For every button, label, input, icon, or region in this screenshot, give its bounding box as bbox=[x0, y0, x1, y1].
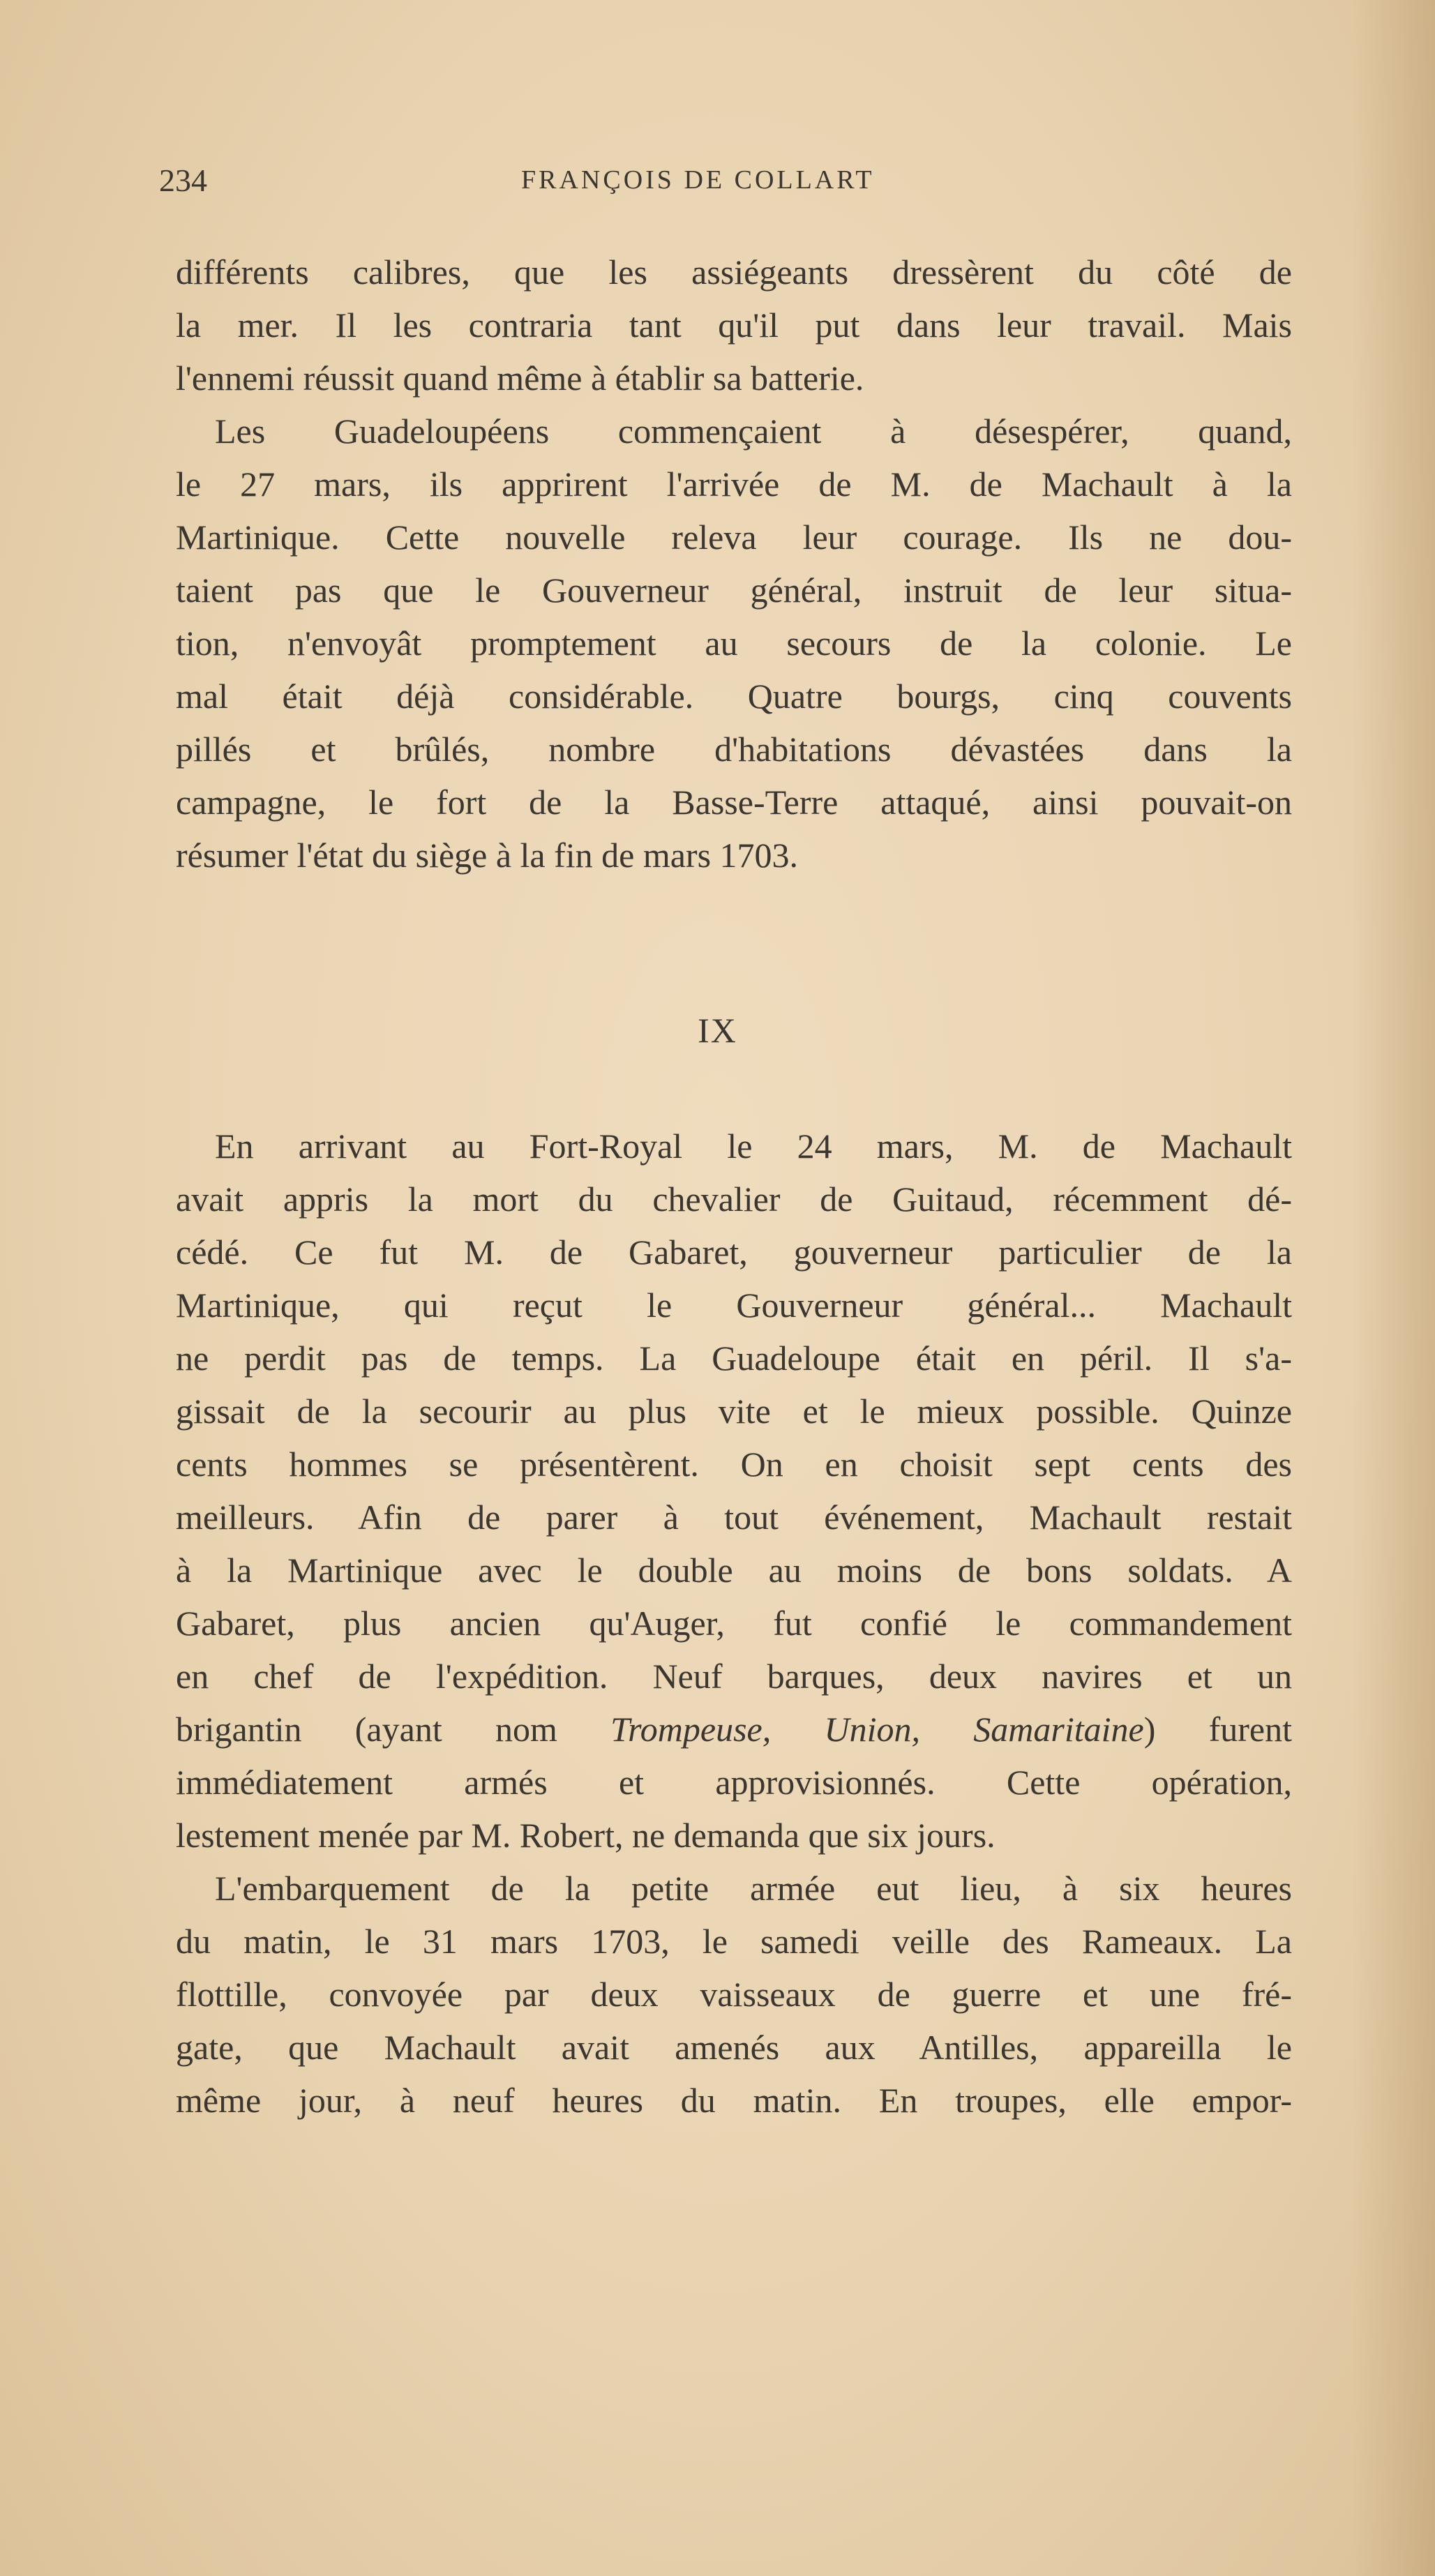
text-line: ne perdit pas de temps. La Guadeloupe était en péril. Il s'a- bbox=[176, 1339, 1292, 1378]
text-line: gate, que Machault avait amenés aux Antilles, appareilla le bbox=[176, 2028, 1292, 2067]
text-line: du matin, le 31 mars 1703, le samedi veille des Rameaux. La bbox=[176, 1922, 1292, 1961]
text-fragment: brigantin (ayant nom bbox=[176, 1710, 611, 1749]
text-line: même jour, à neuf heures du matin. En troupes, elle empor- bbox=[176, 2081, 1292, 2120]
text-line: meilleurs. Afin de parer à tout événement, Machault restait bbox=[176, 1498, 1292, 1537]
text-line: cents hommes se présentèrent. On en choisit sept cents des bbox=[176, 1445, 1292, 1484]
text-line: flottille, convoyée par deux vaisseaux de guerre et une fré- bbox=[176, 1975, 1292, 2014]
text-line: résumer l'état du siège à la fin de mars 1703. bbox=[176, 836, 799, 875]
text-line-ships bbox=[176, 1705, 1292, 1754]
text-line: campagne, le fort de la Basse-Terre attaqué, ainsi pouvait-on bbox=[176, 783, 1292, 822]
text-line: mal était déjà considérable. Quatre bourgs, cinq couvents bbox=[176, 677, 1292, 716]
text-line: Gabaret, plus ancien qu'Auger, fut confié le commandement bbox=[176, 1604, 1292, 1643]
page-header bbox=[159, 162, 1187, 204]
text-line: Martinique. Cette nouvelle releva leur courage. Ils ne dou- bbox=[176, 518, 1292, 557]
running-head: FRANÇOIS DE COLLART bbox=[521, 165, 875, 195]
text-line: la mer. Il les contraria tant qu'il put dans leur travail. Mais bbox=[176, 306, 1292, 345]
text-fragment: ) furent bbox=[1143, 1710, 1292, 1749]
text-line: taient pas que le Gouverneur général, instruit de leur situa- bbox=[176, 571, 1292, 610]
text-line: à la Martinique avec le double au moins de bons soldats. A bbox=[176, 1551, 1292, 1590]
text-line: cédé. Ce fut M. de Gabaret, gouverneur particulier de la bbox=[176, 1233, 1292, 1272]
text-line: le 27 mars, ils apprirent l'arrivée de M. de Machault à la bbox=[176, 465, 1292, 504]
text-line: différents calibres, que les assiégeants dressèrent du côté de bbox=[176, 253, 1292, 292]
text-line: En arrivant au Fort-Royal le 24 mars, M. de Machault bbox=[215, 1127, 1292, 1166]
text-line: avait appris la mort du chevalier de Guitaud, récemment dé- bbox=[176, 1180, 1292, 1219]
text-line: en chef de l'expédition. Neuf barques, deux navires et un bbox=[176, 1657, 1292, 1696]
section-heading: IX bbox=[698, 1011, 737, 1050]
text-line: immédiatement armés et approvisionnés. Cette opération, bbox=[176, 1763, 1292, 1802]
text-line: lestement menée par M. Robert, ne demanda que six jours. bbox=[176, 1816, 996, 1855]
text-line: pillés et brûlés, nombre d'habitations dévastées dans la bbox=[176, 730, 1292, 769]
ship-names: Trompeuse, Union, Samaritaine bbox=[610, 1710, 1144, 1749]
text-line: Martinique, qui reçut le Gouverneur général... Machault bbox=[176, 1286, 1292, 1325]
text-line: l'ennemi réussit quand même à établir sa batterie. bbox=[176, 359, 864, 398]
page-number: 234 bbox=[159, 163, 207, 198]
text-line: L'embarquement de la petite armée eut lieu, à six heures bbox=[215, 1869, 1292, 1908]
text-line: Les Guadeloupéens commençaient à désespérer, quand, bbox=[215, 412, 1292, 451]
text-line: gissait de la secourir au plus vite et le mieux possible. Quinze bbox=[176, 1392, 1292, 1431]
text-line: tion, n'envoyât promptement au secours de la colonie. Le bbox=[176, 624, 1292, 663]
